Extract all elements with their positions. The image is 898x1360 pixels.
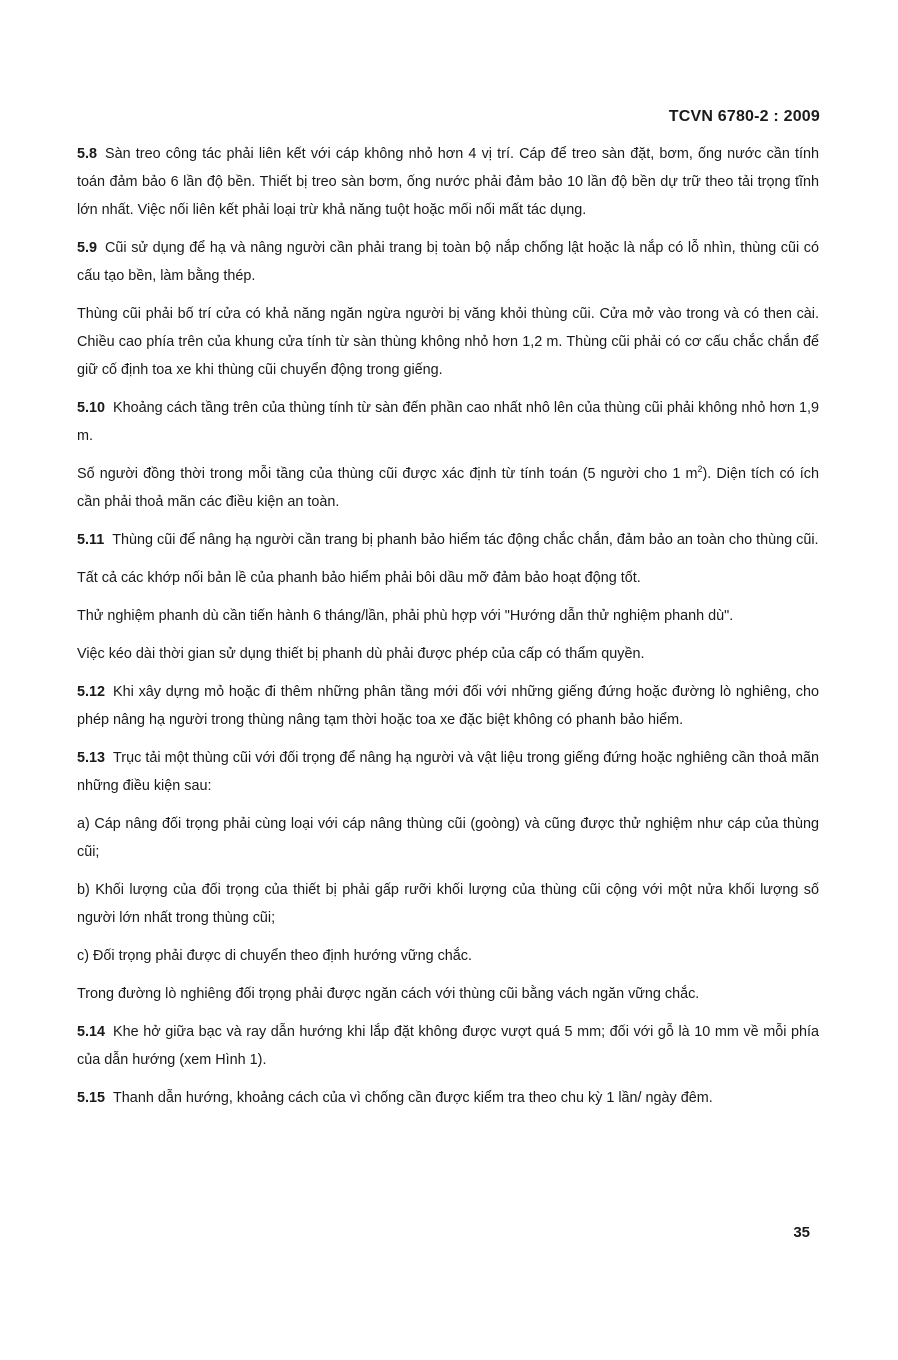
paragraph-text: Số người đồng thời trong mỗi tầng của thùng cũi được xác định từ tính toán (5 người cho 1 m — [77, 466, 698, 482]
page-number: 35 — [793, 1224, 810, 1241]
list-item — [77, 876, 819, 932]
document-body — [77, 140, 819, 1122]
paragraph-text: Thùng cũi phải bố trí cửa có khả năng ngăn ngừa người bị văng khỏi thùng cũi. Cửa mở vào trong và có then cài. Chiều cao phía trên của khung cửa tính từ sàn thùng không nhỏ hơn 1,2 m. Thùng cũi phải có cơ cấu chắc chắn để giữ cố định toa xe khi thùng cũi chuyển động trong giếng. — [77, 306, 819, 378]
clause-5-11 — [77, 526, 819, 554]
clause-5-8 — [77, 140, 819, 224]
clause-text: Khe hở giữa bạc và ray dẫn hướng khi lắp đặt không được vượt quá 5 mm; đối với gỗ là 10 mm về mỗi phía của dẫn hướng (xem Hình 1). — [77, 1024, 819, 1068]
clause-number: 5.15 — [77, 1090, 106, 1106]
paragraph-text: Thử nghiệm phanh dù cần tiến hành 6 tháng/lần, phải phù hợp với "Hướng dẫn thử nghiệm phanh dù". — [77, 608, 734, 624]
clause-text: Cũi sử dụng để hạ và nâng người cần phải trang bị toàn bộ nắp chống lật hoặc là nắp có lỗ nhìn, thùng cũi có cấu tạo bền, làm bằng thép. — [77, 240, 819, 284]
list-item-text: c) Đối trọng phải được di chuyển theo định hướng vững chắc. — [77, 948, 472, 964]
superscript: 2 — [697, 464, 703, 475]
clause-number: 5.13 — [77, 750, 106, 766]
clause-text: Khoảng cách tầng trên của thùng tính từ sàn đến phần cao nhất nhô lên của thùng cũi phải không nhỏ hơn 1,9 m. — [77, 400, 819, 444]
clause-number: 5.10 — [77, 400, 106, 416]
paragraph — [77, 980, 819, 1008]
paragraph-text: Việc kéo dài thời gian sử dụng thiết bị phanh dù phải được phép của cấp có thẩm quyền. — [77, 646, 645, 662]
list-item — [77, 942, 819, 970]
clause-text: Sàn treo công tác phải liên kết với cáp không nhỏ hơn 4 vị trí. Cáp để treo sàn đặt, bơm, ống nước cần tính toán đảm bảo 6 lần độ bền. Thiết bị treo sàn bơm, ống nước phải đảm bảo 10 lần độ bền dự trữ theo tải trọng tĩnh lớn nhất. Việc nối liên kết phải loại trừ khả năng tuột hoặc mối nối mất tác dụng. — [77, 146, 819, 218]
paragraph — [77, 460, 819, 516]
clause-5-14 — [77, 1018, 819, 1074]
clause-number: 5.9 — [77, 240, 98, 256]
clause-text: Thùng cũi để nâng hạ người cần trang bị phanh bảo hiểm tác động chắc chắn, đảm bảo an toàn cho thùng cũi. — [112, 532, 819, 548]
clause-number: 5.12 — [77, 684, 106, 700]
clause-5-13 — [77, 744, 819, 800]
list-item — [77, 810, 819, 866]
clause-5-10 — [77, 394, 819, 450]
list-item-text: b) Khối lượng của đối trọng của thiết bị phải gấp rưỡi khối lượng của thùng cũi cộng với một nửa khối lượng số người lớn nhất trong thùng cũi; — [77, 882, 819, 926]
list-item-text: a) Cáp nâng đối trọng phải cùng loại với cáp nâng thùng cũi (goòng) và cũng được thử nghiệm như cáp của thùng cũi; — [77, 816, 819, 860]
clause-text: Khi xây dựng mỏ hoặc đi thêm những phân tầng mới đối với những giếng đứng hoặc đường lò nghiêng, cho phép nâng hạ người trong thùng nâng tạm thời hoặc toa xe đặc biệt không có phanh bảo hiểm. — [77, 684, 819, 728]
paragraph-text: Trong đường lò nghiêng đối trọng phải được ngăn cách với thùng cũi bằng vách ngăn vững chắc. — [77, 986, 700, 1002]
clause-text: Thanh dẫn hướng, khoảng cách của vì chống cần được kiểm tra theo chu kỳ 1 lần/ ngày đêm. — [113, 1090, 713, 1106]
paragraph — [77, 300, 819, 384]
clause-number: 5.11 — [77, 532, 105, 548]
clause-5-12 — [77, 678, 819, 734]
paragraph — [77, 602, 819, 630]
paragraph-text: Tất cả các khớp nối bản lề của phanh bảo hiểm phải bôi dầu mỡ đảm bảo hoạt động tốt. — [77, 570, 641, 586]
paragraph — [77, 640, 819, 668]
clause-5-15 — [77, 1084, 819, 1112]
clause-number: 5.14 — [77, 1024, 106, 1040]
clause-text: Trục tải một thùng cũi với đối trọng để nâng hạ người và vật liệu trong giếng đứng hoặc nghiêng cần thoả mãn những điều kiện sau: — [77, 750, 819, 794]
paragraph-text-after: ). Diện tích có ích cần phải thoả mãn các điều kiện an toàn. — [77, 466, 819, 510]
standard-code-header: TCVN 6780-2 : 2009 — [668, 108, 820, 125]
clause-number: 5.8 — [77, 146, 98, 162]
clause-5-9 — [77, 234, 819, 290]
paragraph — [77, 564, 819, 592]
